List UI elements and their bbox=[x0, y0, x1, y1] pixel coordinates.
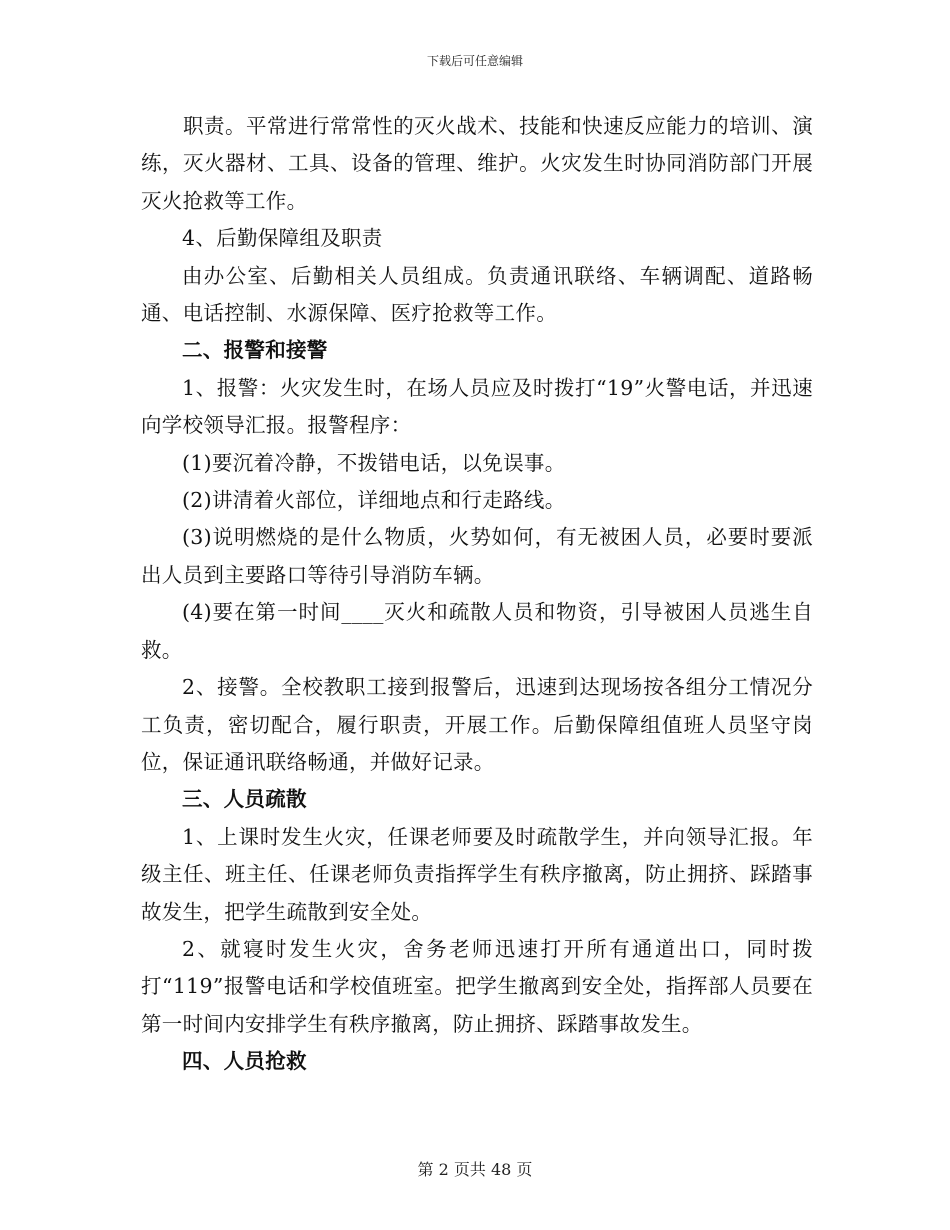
paragraph: 2、就寝时发生火灾，舍务老师迅速打开所有通道出口，同时拨打“119”报警电话和学校值班室。把学生撤离到安全处，指挥部人员要在第一时间内安排学生有秩序撤离，防止拥挤、踩踏事故发生。 bbox=[141, 936, 813, 1036]
list-item: (4)要在第一时间____灭火和疏散人员和物资，引导被困人员逃生自救。 bbox=[141, 600, 813, 662]
section-heading: 二、报警和接警 bbox=[182, 338, 328, 363]
paragraph: 1、上课时发生火灾，任课老师要及时疏散学生，并向领导汇报。年级主任、班主任、任课老师负责指挥学生有秩序撤离，防止拥挤、踩踏事故发生，把学生疏散到安全处。 bbox=[141, 824, 813, 924]
paragraph: 职责。平常进行常常性的灭火战术、技能和快速反应能力的培训、演练，灭火器材、工具、设备的管理、维护。火灾发生时协同消防部门开展灭火抢救等工作。 bbox=[141, 114, 813, 213]
paragraph: 4、后勤保障组及职责 bbox=[182, 226, 383, 251]
paragraph: 2、接警。全校教职工接到报警后，迅速到达现场按各组分工情况分工负责，密切配合，履行职责，开展工作。后勤保障组值班人员坚守岗位，保证通讯联络畅通，并做好记录。 bbox=[141, 675, 813, 774]
paragraph: 1、报警：火灾发生时，在场人员应及时拨打“19”火警电话，并迅速向学校领导汇报。报警程序： bbox=[141, 375, 813, 438]
list-item: (3)说明燃烧的是什么物质，火势如何，有无被困人员，必要时要派出人员到主要路口等待引导消防车辆。 bbox=[141, 525, 813, 587]
list-item: (1)要沉着冷静，不拨错电话，以免误事。 bbox=[182, 450, 566, 475]
document-body bbox=[141, 108, 813, 1081]
section-heading: 四、人员抢救 bbox=[182, 1049, 307, 1074]
section-heading: 三、人员疏散 bbox=[182, 787, 307, 812]
page-footer: 第 2 页共 48 页 bbox=[417, 1160, 533, 1179]
list-item: (2)讲清着火部位，详细地点和行走路线。 bbox=[182, 488, 566, 513]
page-header: 下载后可任意编辑 bbox=[426, 54, 523, 68]
paragraph: 由办公室、后勤相关人员组成。负责通讯联络、车辆调配、道路畅通、电话控制、水源保障、医疗抢救等工作。 bbox=[141, 263, 813, 326]
